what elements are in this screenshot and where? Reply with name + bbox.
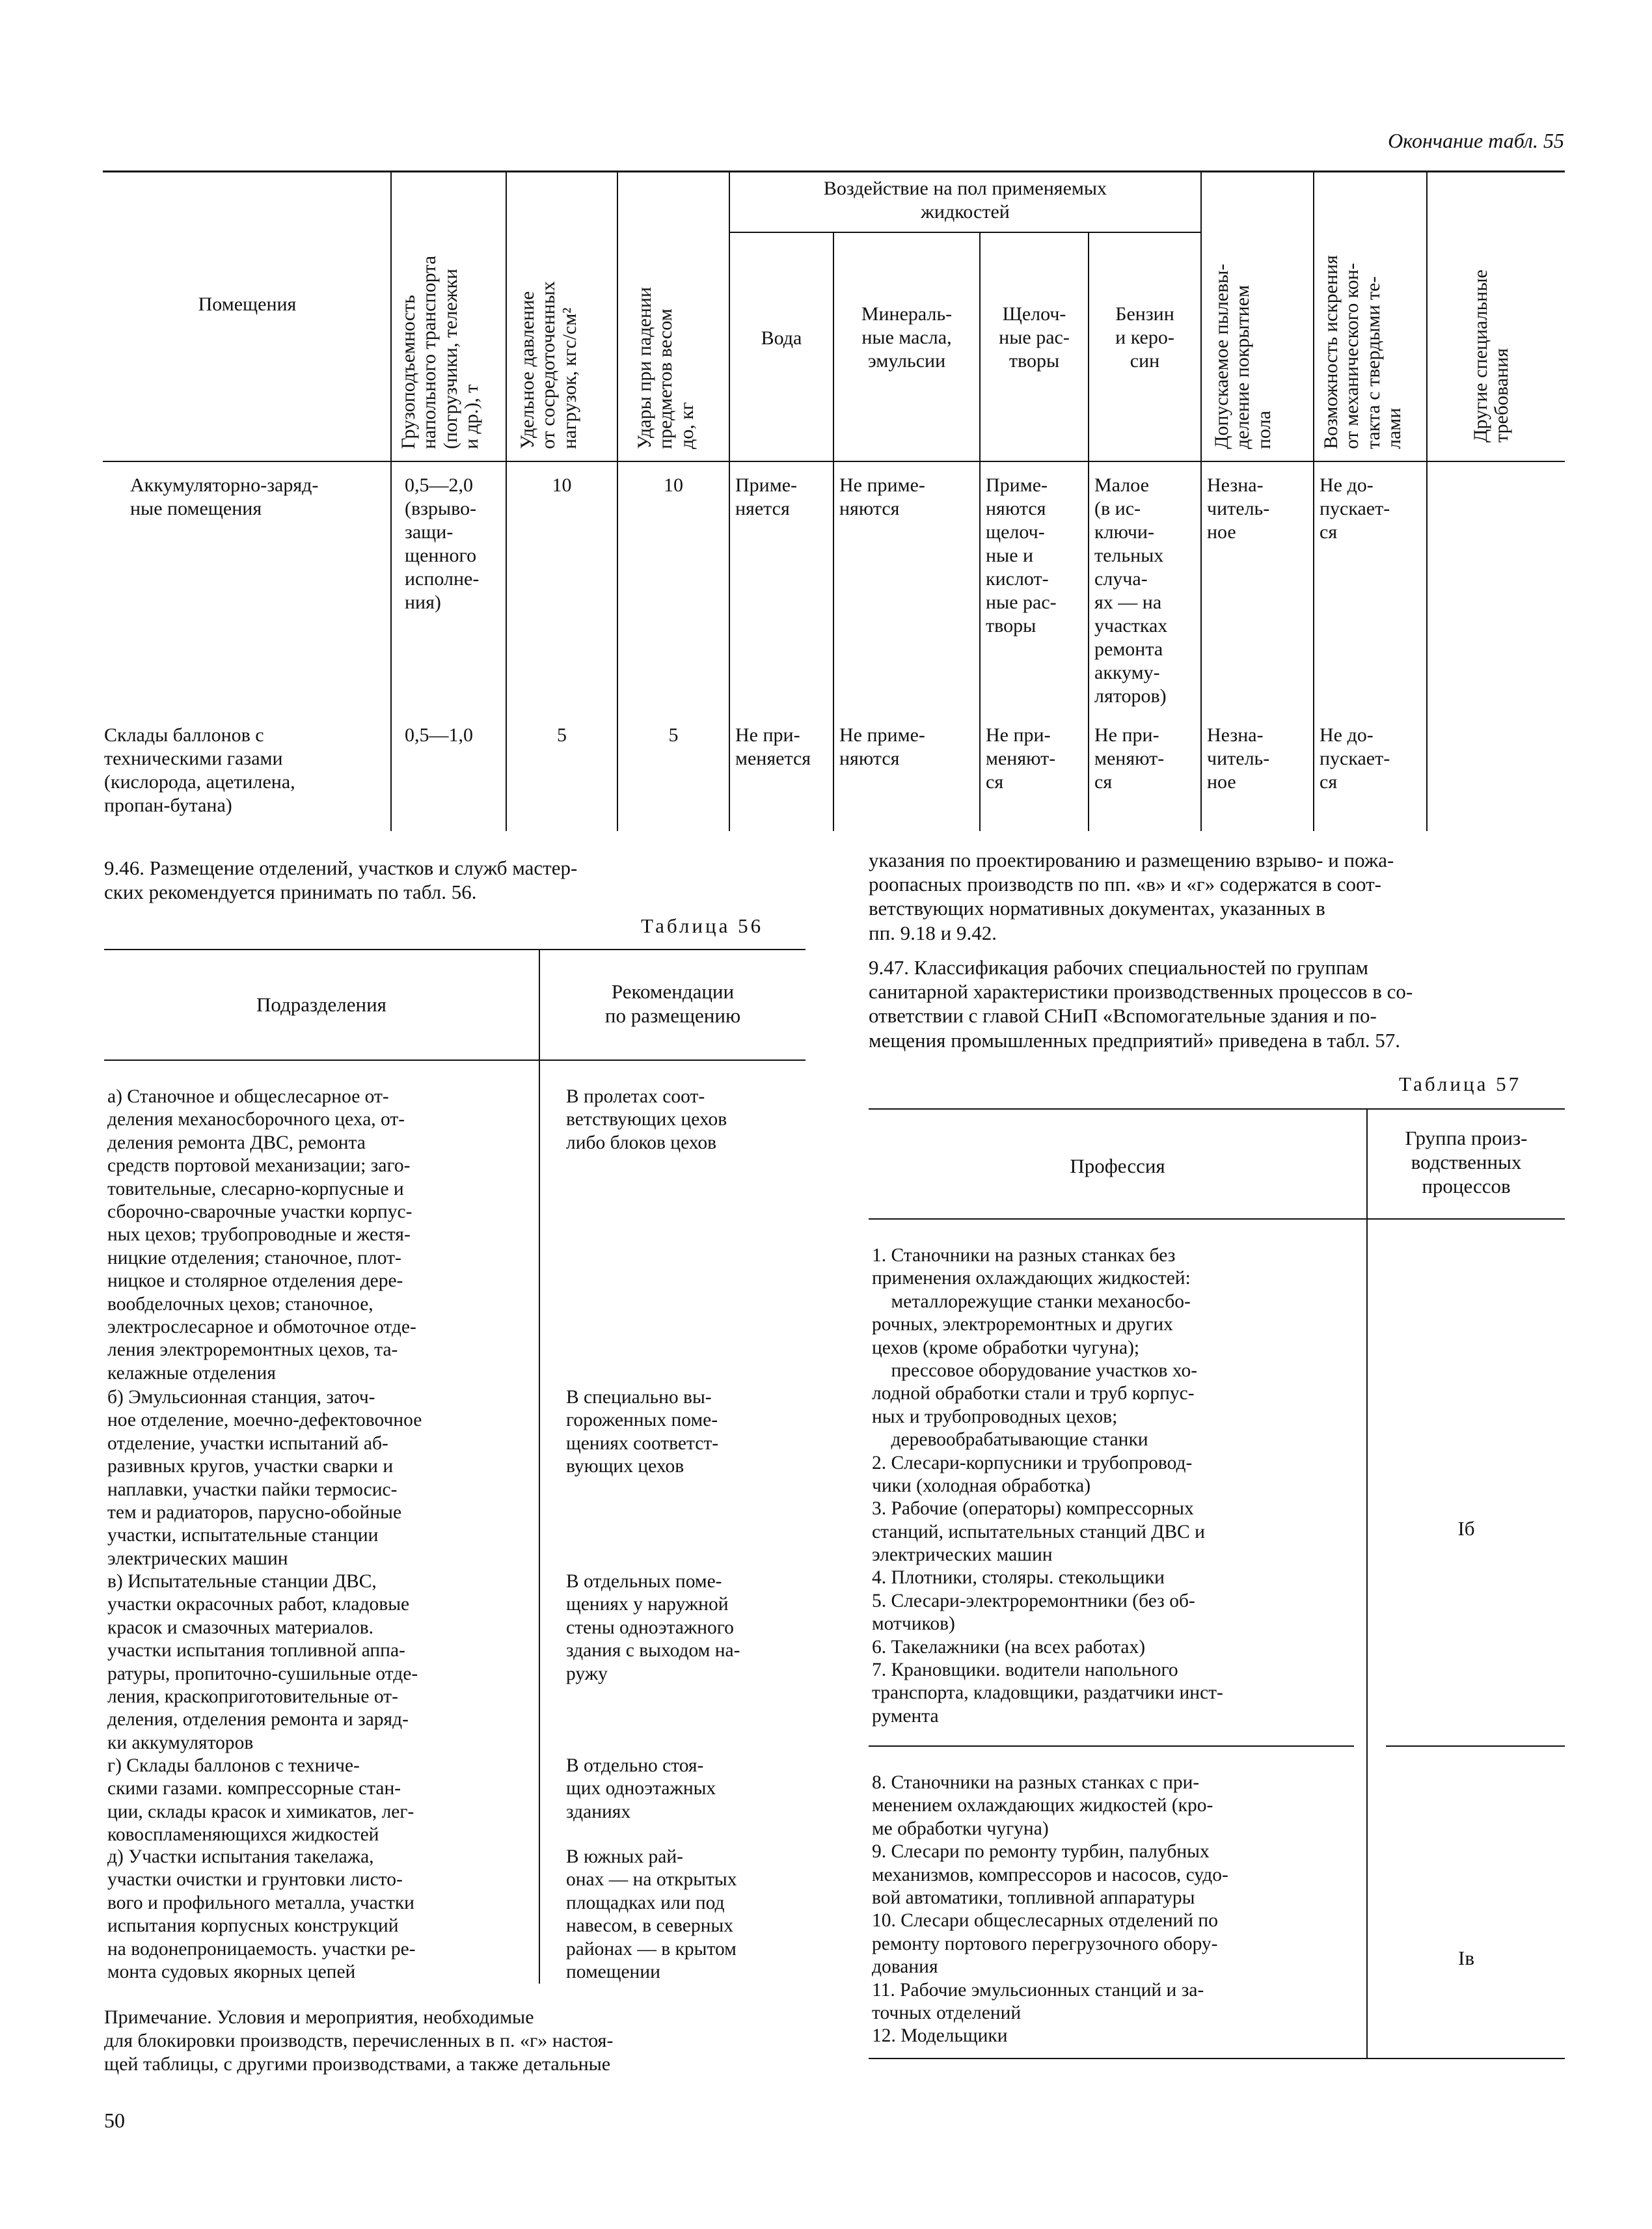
t57-header-group: Группа произ- водственных процессов	[1405, 1127, 1528, 1198]
t56-cell-rec: В отдельных поме- щениях у наружной стены одноэтажного здания с выходом на- ружу	[566, 1571, 740, 1684]
t55-cell-capacity: 0,5—2,0 (взрыво- защи- щенного исполне- ния)	[405, 474, 480, 613]
table-57-caption: Таблица 57	[1399, 1073, 1522, 1095]
t55-cell-water: Не при- меняется	[735, 724, 811, 769]
t55-cell-spark: Не до- пускает- ся	[1320, 724, 1390, 793]
t56-cell-sub: в) Испытательные станции ДВС, участки окрасочных работ, кладовые красок и смазочных материалов. участки испытания топливной аппа- ратуры, пропиточно-сушильные отде- ления, краскоприготовительные от- деления, отделения ремонта и заряд- ки аккумуляторов	[107, 1571, 418, 1753]
t55-header-dust: Допускаемое пылевы- деление покрытием пола	[1211, 264, 1275, 449]
t56-cell-rec: В специально вы- гороженных поме- щениях соответст- вующих цехов	[566, 1387, 719, 1477]
t55-cell-petrol: Не при- меняют- ся	[1094, 724, 1165, 793]
t56-cell-sub: д) Участки испытания такелажа, участки очистки и грунтовки листо- вого и профильного металла, участки испытания корпусных конструкций на водонепроницаемость. участки ре- монта судовых якорных цепей	[107, 1846, 416, 1982]
paragraph-continuation: указания по проектированию и размещению взрыво- и пожа- роопасных производств по пп. «в» и «г» содержатся в соот- ветствующих нормативных документах, указанных в пп. 9.18 и 9.42.	[869, 849, 1394, 944]
t55-cell-oils: Не приме- няются	[839, 474, 925, 519]
t55-cell-impacts: 5	[668, 724, 679, 746]
t55-cell-alkali: Не при- меняют- ся	[986, 724, 1056, 793]
t56-cell-rec: В отдельно стоя- щих одноэтажных зданиях	[566, 1755, 716, 1822]
t55-header-capacity: Грузоподъемность напольного транспорта (погрузчики, тележки и др.), т	[398, 255, 483, 449]
t55-cell-dust: Незна- читель- ное	[1207, 724, 1270, 793]
t55-header-rooms: Помещения	[198, 294, 297, 315]
t55-header-water: Вода	[761, 327, 802, 349]
paragraph-9-47: 9.47. Классификация рабочих специальностей по группам санитарной характеристики производственных процессов в со- ответствии с главой СНиП «Вспомогательные здания и по- мещения промышленных предприятий» приведена в табл. 57.	[869, 956, 1413, 1052]
t55-header-alkali: Щелоч- ные рас- творы	[999, 303, 1070, 372]
t55-cell-petrol: Малое (в ис- ключи- тельных случа- ях — на участках ремонта аккуму- ляторов)	[1094, 474, 1168, 707]
t57-cell-professions: 1. Станочники на разных станках без применения охлаждающих жидкостей: металлорежущие станки механосбо- рочных, электроремонтных и других цехов (кроме обработки чугуна); прессовое оборудование участков хо- лодной обработки стали и труб корпус- ных и трубопроводных цехов; деревообрабатывающие станки 2. Слесари-корпусники и трубопровод- чики (холодная обработка) 3. Рабочие (операторы) компрессорных станций, испытательных станций ДВС и электрических машин 4. Плотники, столяры. стекольщики 5. Слесари-электроремонтники (без об- мотчиков) 6. Такелажники (на всех работах) 7. Крановщики. водители напольного транспорта, кладовщики, раздатчики инст- румента	[872, 1245, 1223, 1727]
t56-cell-rec: В южных рай- онах — на открытых площадках или под навесом, в северных районах — в крытом помещении	[566, 1846, 737, 1982]
t56-cell-sub: г) Склады баллонов с техниче- скими газами. компрессорные стан- ции, склады красок и химикатов, лег- ковоспламеняющихся жидкостей	[107, 1755, 414, 1846]
t55-cell-room: Аккумуляторно-заряд- ные помещения	[130, 474, 319, 519]
t55-header-impacts: Удары при падении предметов весом до, кг	[634, 287, 697, 449]
t56-cell-rec: В пролетах соот- ветствующих цехов либо блоков цехов	[566, 1086, 727, 1153]
t55-header-petrol: Бензин и керо- син	[1115, 303, 1174, 372]
t57-cell-group: Iв	[1458, 1947, 1474, 1969]
note: Примечание. Условия и мероприятия, необходимые для блокировки производств, перечисленных в п. «г» настоя- щей таблицы, с другими производствами, а также детальные	[104, 2006, 614, 2075]
t56-cell-sub: б) Эмульсионная станция, заточ- ное отделение, моечно-дефектовочное отделение, участки испытаний аб- разивных кругов, участки сварки и наплавки, участки пайки термосис- тем и радиаторов, парусно-обойные участки, испытательные станции электрических машин	[107, 1387, 422, 1569]
t55-header-spark: Возможность искрения от механического кон- такта с твердыми те- лами	[1320, 255, 1405, 449]
t56-cell-sub: а) Станочное и общеслесарное от- деления механосборочного цеха, от- деления ремонта ДВС, ремонта средств портовой механизации; заго- товительные, слесарно-корпусные и сборочно-сварочные участки корпус- ных цехов; трубопроводные и жестя- ницкие отделения; станочное, плот- ницкое и столярное отделения дере- вообделочных цехов; станочное, электрослесарное и обмоточное отде- ления электроремонтных цехов, та- келажные отделения	[107, 1086, 416, 1384]
table-56-caption: Таблица 56	[641, 914, 764, 937]
t55-cell-dust: Незна- читель- ное	[1207, 474, 1270, 543]
t56-header-recommendations: Рекомендации по размещению	[604, 980, 741, 1028]
t55-cell-pressure: 10	[552, 474, 572, 496]
t55-header-fluids: Воздействие на пол применяемых жидкостей	[823, 178, 1107, 223]
t55-cell-capacity: 0,5—1,0	[405, 724, 473, 746]
t57-cell-professions: 8. Станочники на разных станках с при- менением охлаждающих жидкостей (кро- ме обработки чугуна) 9. Слесари по ремонту турбин, палубных механизмов, компрессоров и насосов, судо- вой автоматики, топливной аппаратуры 10. Слесари общеслесарных отделений по ремонту портового перегрузочного обору- дования 11. Рабочие эмульсионных станций и за- точных отделений 12. Модельщики	[872, 1772, 1228, 2047]
t57-header-profession: Профессия	[1070, 1155, 1165, 1177]
t55-cell-pressure: 5	[557, 724, 567, 746]
t55-cell-water: Приме- няется	[735, 474, 798, 519]
t55-header-oils: Минераль- ные масла, эмульсии	[861, 303, 953, 372]
t55-cell-impacts: 10	[664, 474, 683, 496]
t55-cell-spark: Не до- пускает- ся	[1320, 474, 1390, 543]
t55-cell-oils: Не приме- няются	[839, 724, 925, 769]
t57-cell-group: Iб	[1457, 1517, 1475, 1540]
t56-header-subdivisions: Подразделения	[256, 993, 386, 1016]
t55-header-other: Другие специальные требования	[1470, 269, 1513, 443]
t55-cell-alkali: Приме- няются щелоч- ные и кислот- ные рас- творы	[986, 474, 1057, 636]
paragraph-9-46: 9.46. Размещение отделений, участков и служб мастер- ских рекомендуется принимать по табл. 56.	[104, 856, 578, 904]
t55-cell-room: Склады баллонов с техническими газами (кислорода, ацетилена, пропан-бутана)	[104, 724, 295, 816]
page-number: 50	[104, 2109, 125, 2132]
t55-header-pressure: Удельное давление от сосредоточенных нагрузок, кгс/см²	[517, 281, 580, 449]
running-header: Окончание табл. 55	[1388, 129, 1564, 152]
